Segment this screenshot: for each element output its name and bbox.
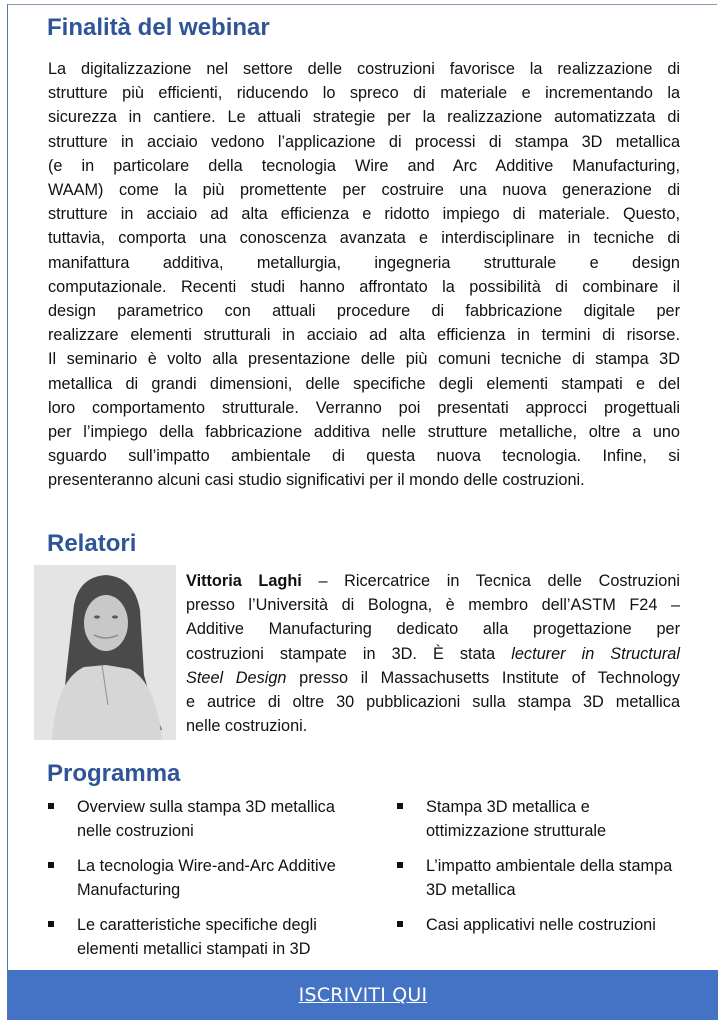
programma-item (397, 795, 712, 844)
paragraph-line: Il seminario è volto alla presentazione delle più comuni tecniche di stampa 3D (48, 350, 680, 369)
paragraph-line: sguardo sull’impatto ambientale di questa nuova tecnologia. Infine, si (48, 447, 680, 466)
programma-list-left (48, 795, 378, 971)
paragraph-line: strutture in acciaio ad alta efficienza e ridotto impiego di materiale. Questo, (48, 205, 680, 224)
programma-item (397, 854, 712, 903)
bio-line (186, 690, 680, 714)
bullet-square-icon (397, 921, 403, 927)
bio-text: e autrice di oltre 30 pubblicazioni sulla stampa 3D metallica (186, 693, 680, 712)
speaker-photo (34, 565, 176, 740)
programma-item-text: Casi applicativi nelle costruzioni (426, 915, 656, 934)
paragraph-line: per l’impiego della fabbricazione additiva nelle strutture metalliche, oltre a uno (48, 423, 680, 442)
paragraph-line: WAAM) come la più promettente per costruire una nuova generazione di (48, 181, 680, 200)
paragraph-line: loro comportamento strutturale. Verranno poi presentati approcci progettuali (48, 398, 680, 417)
paragraph-line: sicurezza in cantiere. Le attuali strategie per la realizzazione automatizzata di (48, 108, 680, 127)
programma-item-text: elementi metallici stampati in 3D (77, 940, 311, 959)
programma-item-text: nelle costruzioni (77, 822, 194, 841)
programma-item-text: Le caratteristiche specifiche degli (77, 915, 317, 934)
paragraph-line: (e in particolare della tecnologia Wire and Arc Additive Manufacturing, (48, 156, 680, 175)
programma-item-text: ottimizzazione strutturale (426, 822, 607, 841)
bio-line (186, 593, 680, 617)
bio-line (186, 569, 680, 593)
programma-item-text: Manufacturing (77, 881, 181, 900)
programma-item (397, 913, 712, 937)
paragraph-line: realizzare elementi strutturali in acciaio ad alta efficienza in termini di risorse. (48, 326, 680, 345)
speaker-portrait-image (34, 565, 176, 740)
paragraph-line: manifattura additiva, metallurgia, ingegneria strutturale e design (48, 253, 680, 272)
paragraph-line: tuttavia, comporta una conoscenza avanzata e interdisciplinare in tecniche di (48, 229, 680, 248)
section-title-finalita: Finalità del webinar (47, 14, 270, 41)
bullet-square-icon (48, 862, 54, 868)
bullet-square-icon (48, 921, 54, 927)
bio-line (186, 617, 680, 641)
section-title-relatori: Relatori (47, 530, 137, 557)
paragraph-line: presenteranno alcuni casi studio significativi per il mondo delle costruzioni. (48, 471, 585, 490)
programma-item-text: La tecnologia Wire-and-Arc Additive (77, 856, 336, 875)
signup-banner[interactable] (8, 970, 718, 1020)
bio-text: presso l’Università di Bologna, è membro dell’ASTM F24 – (186, 596, 680, 615)
programma-item-text: Overview sulla stampa 3D metallica (77, 798, 335, 816)
programma-item (48, 854, 378, 903)
bio-text: – Ricercatrice in Tecnica delle Costruzioni (301, 572, 681, 590)
bio-text: costruzioni stampate in 3D. È stata (186, 644, 512, 663)
programma-list-right (397, 795, 712, 947)
paragraph-line: strutture più efficienti, riducendo lo spreco di materiale e incrementando la (48, 84, 680, 103)
italic-text: lecturer in Structural (511, 644, 680, 663)
bio-text: Additive Manufacturing dedicato alla progettazione per (186, 620, 680, 639)
programma-item (48, 795, 378, 844)
paragraph-line: La digitalizzazione nel settore delle costruzioni favorisce la realizzazione di (48, 60, 680, 78)
signup-link[interactable]: ISCRIVITI QUI (298, 984, 428, 1006)
programma-item-text: Stampa 3D metallica e (426, 798, 590, 816)
paragraph-line: computazionale. Recenti studi hanno affrontato la possibilità di combinare il (48, 277, 680, 296)
bullet-square-icon (48, 803, 54, 809)
bio-text: presso il Massachusetts Institute of Technology (286, 668, 680, 687)
programma-item-text: 3D metallica (426, 881, 516, 900)
programma-item-text: L’impatto ambientale della stampa (426, 856, 673, 875)
bio-text: nelle costruzioni. (186, 717, 308, 736)
bullet-square-icon (397, 862, 403, 868)
bio-line (186, 642, 680, 666)
bullet-square-icon (397, 803, 403, 809)
paragraph-line: metallica di grandi dimensioni, delle specifiche degli elementi stampati e del (48, 374, 680, 393)
finalita-paragraph (48, 57, 680, 493)
bio-line (186, 714, 680, 738)
section-title-programma: Programma (47, 760, 181, 787)
speaker-bio (186, 569, 680, 738)
paragraph-line: design parametrico con attuali procedure di fabbricazione digitale per (48, 302, 680, 321)
speaker-name: Vittoria Laghi (186, 572, 302, 590)
bio-line (186, 666, 680, 690)
italic-text: Steel Design (186, 668, 287, 687)
programma-item (48, 913, 378, 962)
paragraph-line: strutture in acciaio vedono l’applicazione di processi di stampa 3D metallica (48, 132, 680, 151)
